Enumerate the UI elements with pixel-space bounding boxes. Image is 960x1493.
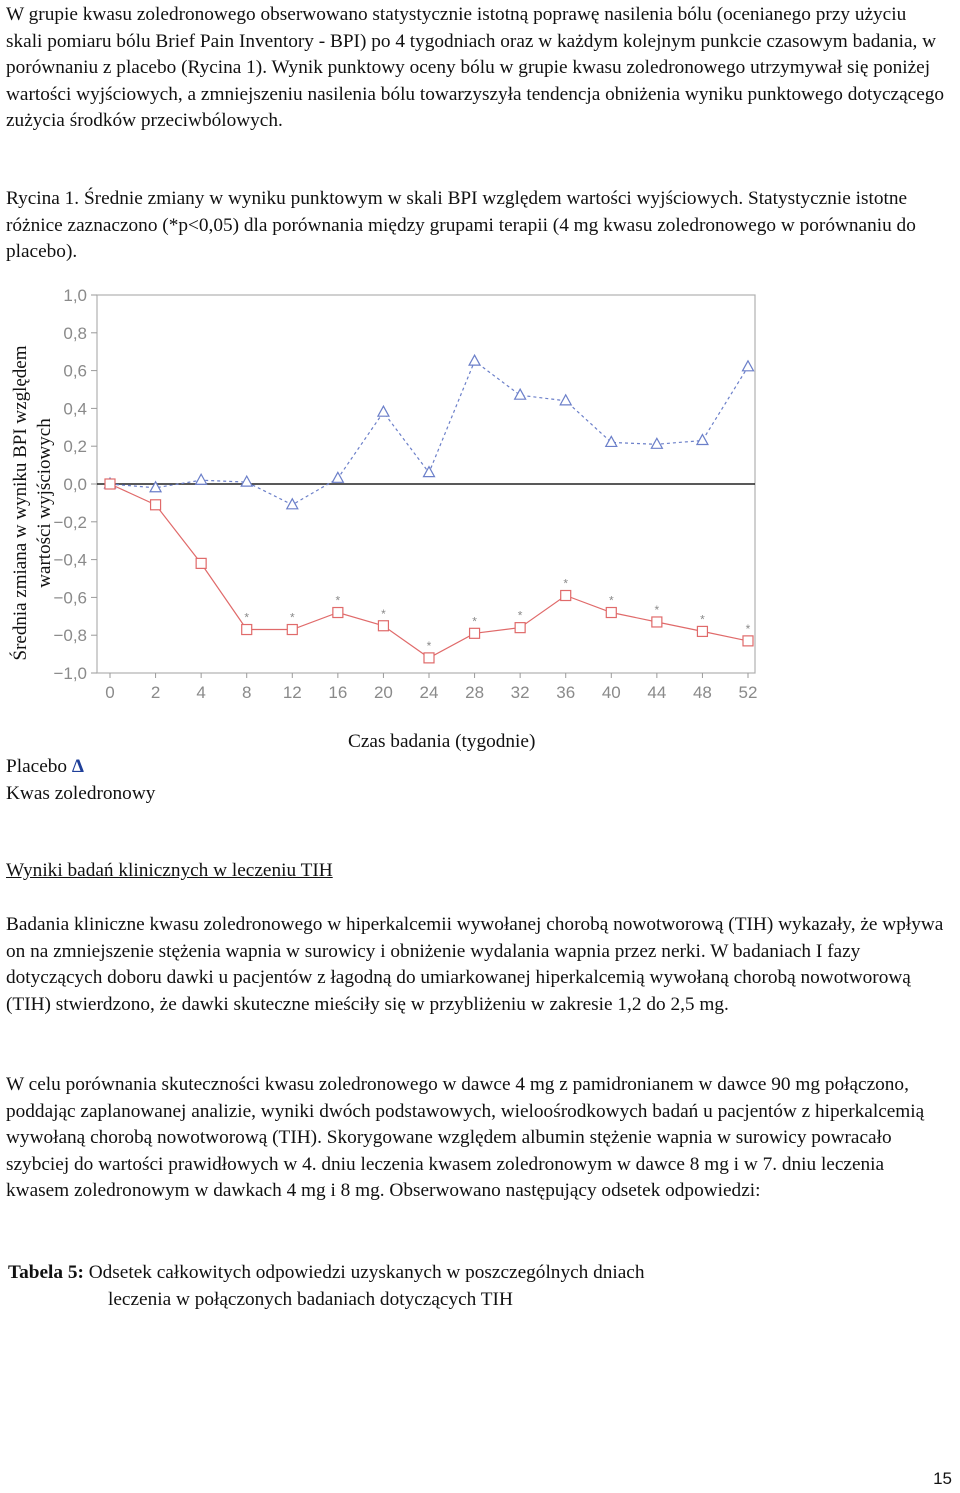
intro-paragraph: W grupie kwasu zoledronowego obserwowano statystycznie istotną poprawę nasilenia bólu (ocenianego przy użyciu skali pomiaru bólu Brief Pain Inventory - BPI) po 4 tygodniach oraz w każdym kolejnym punkcie czasowym badania, w porównaniu z placebo (Rycina 1). Wynik punktowy oceny bólu w grupie kwasu zoledronowego utrzymywał się poniżej wartości wyjściowych, a zmniejszeniu nasilenia bólu towarzyszyła tendencja obniżenia wyniku punktowego dotyczącego zużycia środków przeciwbólowych. (6, 4, 945, 132)
x-tick-label: 0 (105, 683, 115, 702)
data-point-placebo (332, 472, 343, 482)
data-point-zoledronic (652, 617, 662, 627)
table-title-label: Tabela 5: (8, 1262, 84, 1283)
data-point-placebo (378, 406, 389, 416)
data-point-zoledronic (606, 608, 616, 618)
x-tick-label: 40 (601, 683, 621, 702)
significance-star: * (426, 638, 432, 653)
data-point-zoledronic (378, 621, 388, 631)
significance-star: * (335, 593, 341, 608)
data-point-placebo (241, 476, 252, 486)
data-point-placebo (515, 389, 526, 399)
data-point-placebo (743, 361, 754, 371)
data-point-placebo (560, 395, 571, 405)
significance-star: * (608, 593, 614, 608)
legend-placebo-symbol: Δ (71, 756, 84, 777)
significance-star: * (745, 621, 751, 636)
series-layer (105, 355, 754, 663)
series-zoledronic (105, 479, 753, 663)
x-tick-label: 52 (738, 683, 758, 702)
data-point-zoledronic (105, 479, 115, 489)
data-point-zoledronic (242, 625, 252, 635)
table-title-line2: leczenia w połączonych badaniach dotyczących TIH (108, 1288, 513, 1310)
data-point-zoledronic (287, 625, 297, 635)
x-tick-label: 32 (510, 683, 530, 702)
x-tick-label: 4 (196, 683, 206, 702)
significance-star: * (244, 610, 250, 625)
significance-star: * (517, 608, 523, 623)
y-tick-label: −0,8 (53, 626, 87, 646)
significance-star: * (563, 576, 569, 591)
table-title (8, 1260, 645, 1313)
y-tick-label: −1,0 (53, 664, 87, 683)
significance-star: * (700, 612, 705, 627)
y-axis-label-line1: Średnia zmiana w wyniku BPI względem (10, 345, 31, 661)
x-tick-label: 12 (282, 683, 302, 702)
data-point-placebo (287, 499, 298, 509)
significance-star: * (654, 602, 660, 617)
x-tick-label: 8 (241, 683, 252, 702)
x-tick-label: 36 (556, 683, 576, 702)
legend-placebo-label: Placebo (6, 756, 68, 777)
page-number: 15 (933, 1469, 952, 1488)
significance-star: * (472, 614, 477, 629)
x-axis-label: Czas badania (tygodnie) (348, 731, 536, 752)
data-point-zoledronic (561, 591, 571, 601)
y-tick-label: −0,4 (53, 550, 87, 570)
tih-paragraph-1: Badania kliniczne kwasu zoledronowego w hiperkalcemii wywołanej chorobą nowotworową (TIH) wykazały, że wpływa on na zmniejszenie stężenia wapnia w surowicy i obniżenie wydalania wapnia przez nerki. W badaniach I fazy dotyczących doboru dawki u pacjentów z łagodną do umiarkowanej hiperkalcemią wywołaną chorobą nowotworową (TIH) stwierdzono, że dawki skuteczne mieściły się w przybliżeniu w zakresie 1,2 do 2,5 mg. (6, 914, 944, 1015)
data-point-placebo (697, 435, 708, 445)
tih-paragraph-2: W celu porównania skuteczności kwasu zoledronowego w dawce 4 mg z pamidronianem w dawce 90 mg połączono, poddając zaplanowanej analizie, wyniki dwóch podstawowych, wieloośrodkowych badań u pacjentów z hiperkalcemią wywołaną chorobą nowotworową (TIH). Skorygowane względem albumin stężenie wapnia w surowicy powracało szybciej do wartości prawidłowych w 4. dniu leczenia kwasem zoledronowym w dawce 8 mg i w 7. dniu leczenia kwasem zoledronowym w dawkach 4 mg i 8 mg. Obserwowano następujący odsetek odpowiedzi: (6, 1074, 925, 1202)
data-point-zoledronic (470, 628, 480, 638)
x-tick-label: 2 (150, 683, 161, 702)
y-tick-label: 0,8 (63, 323, 87, 343)
y-tick-label: −0,2 (53, 512, 87, 532)
y-tick-label: 0,4 (63, 399, 87, 419)
significance-star: * (289, 610, 295, 625)
x-tick-label: 20 (373, 683, 393, 702)
y-axis-ticks (53, 286, 97, 683)
y-tick-label: 0,0 (63, 475, 87, 494)
x-axis-ticks (105, 673, 757, 702)
data-point-zoledronic (333, 608, 343, 618)
data-point-zoledronic (151, 500, 161, 510)
x-tick-label: 48 (692, 683, 712, 702)
legend-zoledronic-label: Kwas zoledronowy (6, 783, 156, 804)
x-tick-label: 28 (465, 683, 485, 702)
data-point-placebo (606, 436, 617, 446)
y-tick-label: 0,2 (63, 437, 87, 457)
data-point-zoledronic (515, 623, 525, 633)
legend-placebo (6, 754, 84, 781)
significance-star: * (381, 606, 386, 621)
data-point-placebo (196, 474, 207, 484)
legend-zoledronic (6, 781, 155, 808)
y-tick-label: 0,6 (63, 361, 87, 381)
series-line-zoledronic (110, 484, 748, 658)
figure-caption: Rycina 1. Średnie zmiany w wyniku punktowym w skali BPI względem wartości wyjściowych. Statystycznie istotne różnice zaznaczono (*p<0,05) dla porównania między grupami terapii (4 mg kwasu zoledronowego w porównaniu do placebo). (6, 188, 916, 263)
data-point-placebo (469, 355, 480, 365)
y-tick-label: −0,6 (53, 588, 87, 608)
data-point-zoledronic (196, 558, 206, 568)
x-tick-label: 24 (419, 683, 439, 702)
bpi-chart (0, 283, 780, 713)
data-point-placebo (651, 438, 662, 448)
series-placebo (105, 355, 754, 509)
y-tick-label: 1,0 (63, 286, 87, 305)
data-point-zoledronic (424, 653, 434, 663)
bpi-chart-svg (0, 283, 780, 713)
data-point-zoledronic (697, 626, 707, 636)
y-axis-label-line2: wartości wyjściowych (34, 418, 55, 588)
data-point-zoledronic (743, 636, 753, 646)
table-title-line1: Odsetek całkowitych odpowiedzi uzyskanych w poszczególnych dniach (88, 1262, 645, 1283)
x-tick-label: 16 (328, 683, 348, 702)
x-tick-label: 44 (647, 683, 667, 702)
section-heading-tih: Wyniki badań klinicznych w leczeniu TIH (6, 860, 333, 881)
